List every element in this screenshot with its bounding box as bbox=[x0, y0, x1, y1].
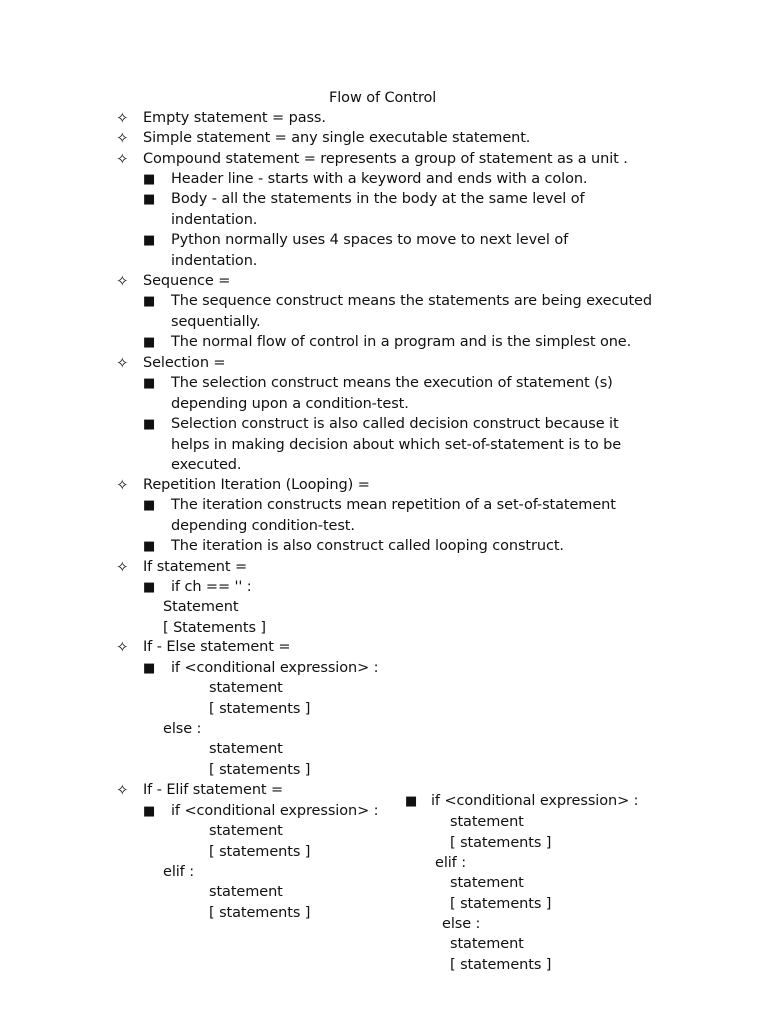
line-empty-statement: Empty statement = pass. bbox=[143, 110, 326, 126]
line-simple-statement: Simple statement = any single executable statement. bbox=[143, 130, 531, 146]
square-bullet-icon: ■ bbox=[143, 172, 156, 187]
line-sequence-heading: Sequence = bbox=[143, 273, 231, 289]
line-decision-construct-cont2: executed. bbox=[171, 457, 242, 473]
code-right-else: else : bbox=[442, 916, 481, 932]
diamond-bullet-icon: ✧ bbox=[116, 354, 129, 372]
line-repetition-heading: Repetition Iteration (Looping) = bbox=[143, 477, 370, 493]
square-bullet-icon: ■ bbox=[405, 794, 418, 809]
code-if-elif-statements: [ statements ] bbox=[209, 844, 311, 860]
square-bullet-icon: ■ bbox=[143, 580, 156, 595]
code-right-elif: elif : bbox=[435, 855, 466, 871]
code-if-else-if: if <conditional expression> : bbox=[171, 660, 379, 676]
diamond-bullet-icon: ✧ bbox=[116, 558, 129, 576]
code-if-else-statements: [ statements ] bbox=[209, 701, 311, 717]
code-if-statement: Statement bbox=[163, 599, 239, 615]
square-bullet-icon: ■ bbox=[143, 233, 156, 248]
square-bullet-icon: ■ bbox=[143, 661, 156, 676]
line-iteration-desc-cont: depending condition-test. bbox=[171, 518, 355, 534]
code-right-statements-3: [ statements ] bbox=[450, 957, 552, 973]
diamond-bullet-icon: ✧ bbox=[116, 109, 129, 127]
code-right-statements-1: [ statements ] bbox=[450, 835, 552, 851]
code-else-statement: statement bbox=[209, 741, 283, 757]
code-right-statements-2: [ statements ] bbox=[450, 896, 552, 912]
line-selection-desc-cont: depending upon a condition-test. bbox=[171, 396, 409, 412]
line-selection-heading: Selection = bbox=[143, 355, 226, 371]
line-selection-desc: The selection construct means the execution of statement (s) bbox=[171, 375, 613, 391]
diamond-bullet-icon: ✧ bbox=[116, 638, 129, 656]
line-iteration-desc: The iteration constructs mean repetition of a set-of-statement bbox=[171, 497, 616, 513]
line-body-cont: indentation. bbox=[171, 212, 258, 228]
code-elif-statements: [ statements ] bbox=[209, 905, 311, 921]
code-else: else : bbox=[163, 721, 202, 737]
code-right-statement-2: statement bbox=[450, 875, 524, 891]
code-right-statement-1: statement bbox=[450, 814, 524, 830]
line-if-elif-heading: If - Elif statement = bbox=[143, 782, 284, 798]
code-right-if: if <conditional expression> : bbox=[431, 793, 639, 809]
line-looping-construct: The iteration is also construct called looping construct. bbox=[171, 538, 564, 554]
square-bullet-icon: ■ bbox=[143, 335, 156, 350]
line-if-heading: If statement = bbox=[143, 559, 248, 575]
code-if-elif-statement: statement bbox=[209, 823, 283, 839]
line-decision-construct-cont: helps in making decision about which set-of-statement is to be bbox=[171, 437, 622, 453]
square-bullet-icon: ■ bbox=[143, 417, 156, 432]
line-header-line: Header line - starts with a keyword and ends with a colon. bbox=[171, 171, 588, 187]
line-sequence-desc: The sequence construct means the statements are being executed bbox=[171, 293, 652, 309]
line-python-spaces-cont: indentation. bbox=[171, 253, 258, 269]
code-else-statements: [ statements ] bbox=[209, 762, 311, 778]
code-elif: elif : bbox=[163, 864, 194, 880]
line-sequence-desc-cont: sequentially. bbox=[171, 314, 261, 330]
square-bullet-icon: ■ bbox=[143, 539, 156, 554]
square-bullet-icon: ■ bbox=[143, 294, 156, 309]
code-if-line: if ch == '' : bbox=[171, 579, 252, 595]
line-compound-statement: Compound statement = represents a group of statement as a unit . bbox=[143, 151, 628, 167]
code-elif-statement: statement bbox=[209, 884, 283, 900]
line-python-spaces: Python normally uses 4 spaces to move to next level of bbox=[171, 232, 569, 248]
diamond-bullet-icon: ✧ bbox=[116, 476, 129, 494]
code-right-statement-3: statement bbox=[450, 936, 524, 952]
line-decision-construct: Selection construct is also called decision construct because it bbox=[171, 416, 619, 432]
diamond-bullet-icon: ✧ bbox=[116, 129, 129, 147]
line-if-else-heading: If - Else statement = bbox=[143, 639, 291, 655]
page-title: Flow of Control bbox=[329, 90, 437, 106]
line-body: Body - all the statements in the body at the same level of bbox=[171, 191, 585, 207]
diamond-bullet-icon: ✧ bbox=[116, 781, 129, 799]
diamond-bullet-icon: ✧ bbox=[116, 272, 129, 290]
diamond-bullet-icon: ✧ bbox=[116, 150, 129, 168]
code-if-else-statement: statement bbox=[209, 680, 283, 696]
line-normal-flow: The normal flow of control in a program and is the simplest one. bbox=[171, 334, 632, 350]
square-bullet-icon: ■ bbox=[143, 192, 156, 207]
code-if-elif-if: if <conditional expression> : bbox=[171, 803, 379, 819]
square-bullet-icon: ■ bbox=[143, 498, 156, 513]
code-if-statements: [ Statements ] bbox=[163, 620, 266, 636]
square-bullet-icon: ■ bbox=[143, 376, 156, 391]
square-bullet-icon: ■ bbox=[143, 804, 156, 819]
